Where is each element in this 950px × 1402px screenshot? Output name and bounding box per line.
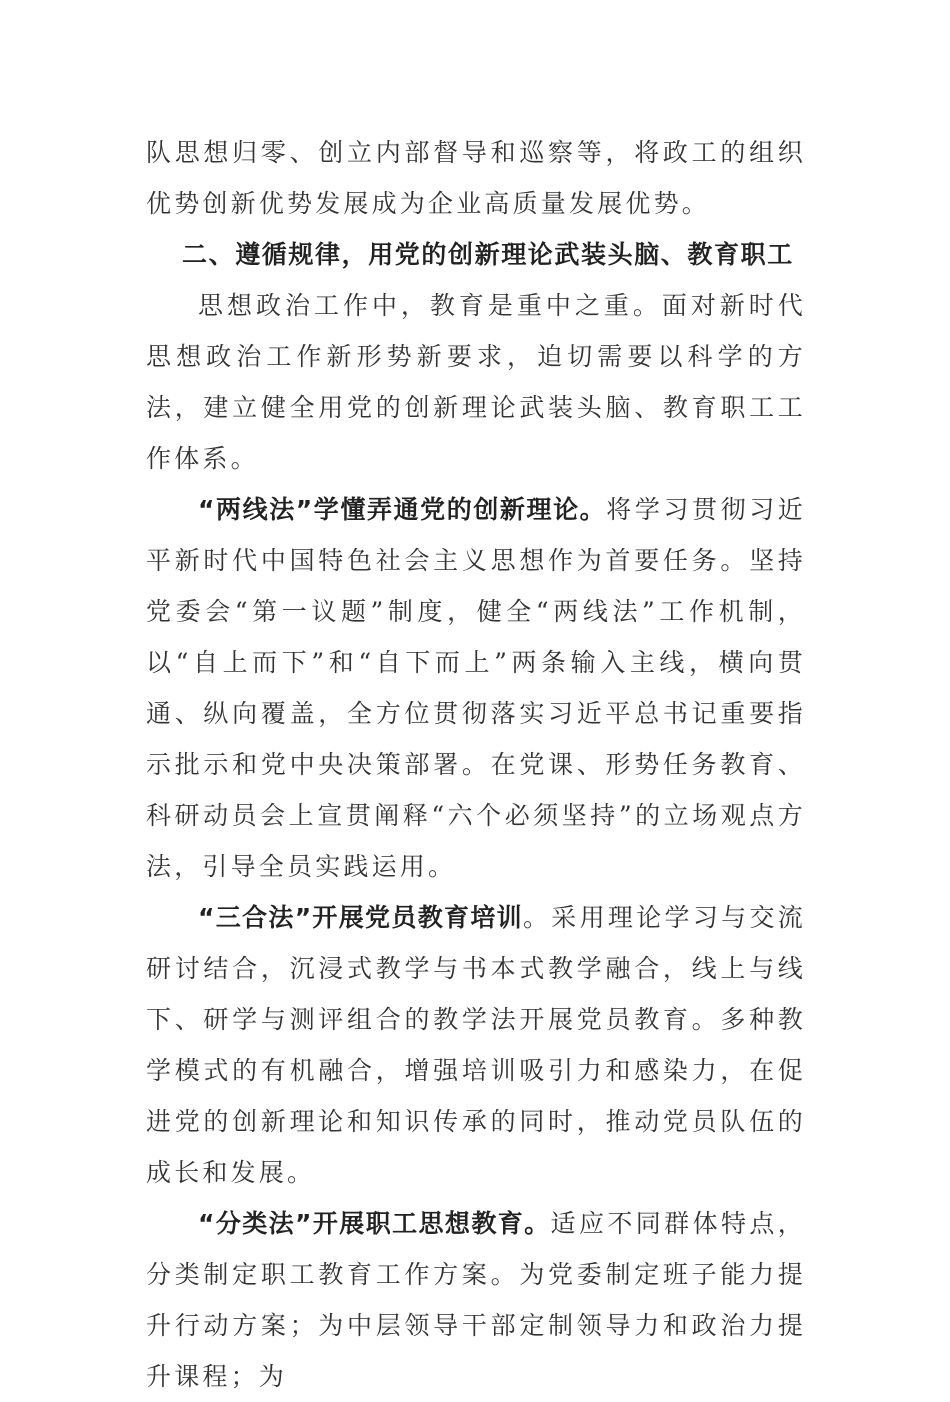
paragraph-body-three-combination-method: 。采用理论学习与交流研讨结合，沉浸式教学与书本式教学融合，线上与线下、研学与测评组合的教学法开展党员教育。多种教学模式的有机融合，增强培训吸引力和感染力，在促进党的创新理论和知识传承的同时，推动党员队伍的成长和发展。: [146, 903, 806, 1187]
intro-paragraph: 思想政治工作中，教育是重中之重。面对新时代思想政治工作新形势新要求，迫切需要以科学的方法，建立健全用党的创新理论武装头脑、教育职工工作体系。: [146, 291, 806, 473]
paragraph-lead-classification-method: “分类法”开展职工思想教育。: [198, 1209, 551, 1238]
paragraph-body-two-line-method: 将学习贯彻习近平新时代中国特色社会主义思想作为首要任务。坚持党委会“第一议题”制度，健全“两线法”工作机制，以“自上而下”和“自下而上”两条输入主线，横向贯通、纵向覆盖，全方位贯彻落实习近平总书记重要指示批示和党中央决策部署。在党课、形势任务教育、科研动员会上宣贯阐释“六个必须坚持”的立场观点方法，引导全员实践运用。: [146, 495, 806, 881]
paragraph-two-line-method: [146, 484, 806, 892]
paragraph-continuation: 队思想归零、创立内部督导和巡察等，将政工的组织优势创新优势发展成为企业高质量发展优势。: [146, 138, 806, 218]
section-heading: 二、遵循规律，用党的创新理论武装头脑、教育职工: [182, 240, 794, 269]
document-body: [146, 127, 806, 1402]
paragraph-body-classification-method: 适应不同群体特点，分类制定职工教育工作方案。为党委制定班子能力提升行动方案；为中层领导干部定制领导力和政治力提升课程；为: [146, 1209, 806, 1391]
paragraph-classification-method: [146, 1198, 806, 1402]
paragraph-lead-three-combination-method: “三合法”开展党员教育培训: [198, 903, 523, 932]
paragraph-lead-two-line-method: “两线法”学懂弄通党的创新理论。: [198, 495, 607, 524]
paragraph-three-combination-method: [146, 892, 806, 1198]
